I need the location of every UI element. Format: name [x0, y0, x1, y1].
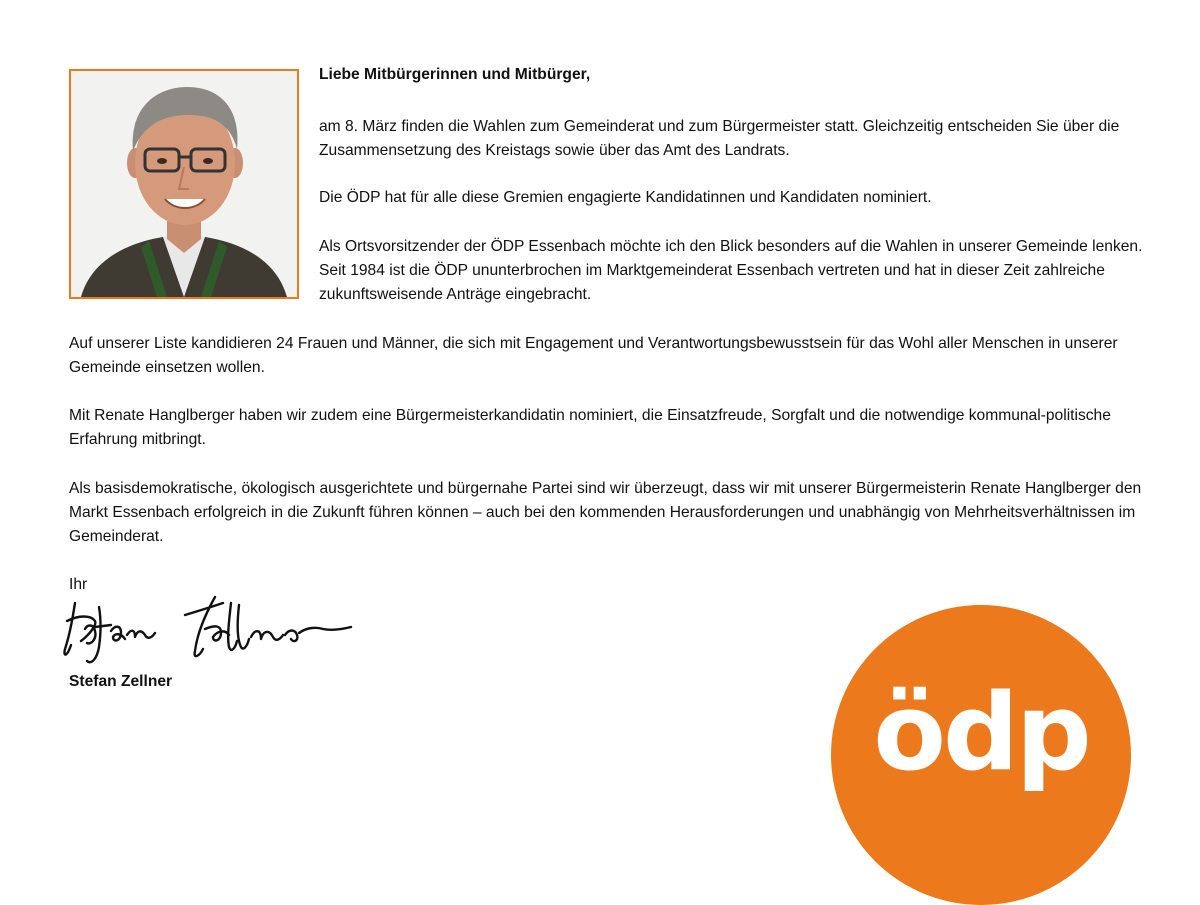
portrait-illustration: [71, 71, 297, 297]
letter-closing: Ihr: [69, 576, 88, 593]
letter-paragraph-1: am 8. März finden die Wahlen zum Gemeinderat und zum Bürgermeister statt. Gleichzeitig entscheiden Sie über die Zusammensetzung des Kreistags sowie über das Amt des Landrats.: [319, 118, 1120, 159]
letter-paragraph-6: Als basisdemokratische, ökologisch ausgerichtete und bürgernahe Partei sind wir überzeugt, dass wir mit unserer Bürgermeisterin Renate Hanglberger den Markt Essenbach erfolgreich in die Zukunft führen können – auch bei den kommenden Herausforderungen und unabhängig von Mehrheitsverhältnissen im Gemeinderat.: [69, 480, 1142, 545]
handwritten-signature: [55, 585, 355, 670]
letter-paragraph-3: Als Ortsvorsitzender der ÖDP Essenbach möchte ich den Blick besonders auf die Wahlen in unserer Gemeinde lenken. Seit 1984 ist die ÖDP ununterbrochen im Marktgemeinderat Essenbach vertreten und hat in dieser Zeit zahlreiche zukunftsweisende Anträge eingebracht.: [319, 238, 1143, 303]
oedp-logo: [831, 605, 1131, 905]
portrait-photo: [69, 69, 299, 299]
letter-paragraph-4: Auf unserer Liste kandidieren 24 Frauen und Männer, die sich mit Engagement und Verantwortungsbewusstsein für das Wohl aller Menschen in unserer Gemeinde einsetzen wollen.: [69, 335, 1118, 376]
signer-name: Stefan Zellner: [69, 673, 173, 690]
logo-text: ödp: [873, 671, 1089, 794]
letter-paragraph-2: Die ÖDP hat für alle diese Gremien engagierte Kandidatinnen und Kandidaten nominiert.: [319, 189, 932, 206]
letter-greeting: Liebe Mitbürgerinnen und Mitbürger,: [319, 66, 591, 83]
letter-paragraph-5: Mit Renate Hanglberger haben wir zudem eine Bürgermeisterkandidatin nominiert, die Einsatzfreude, Sorgfalt und die notwendige kommunal-politische Erfahrung mitbringt.: [69, 407, 1111, 448]
